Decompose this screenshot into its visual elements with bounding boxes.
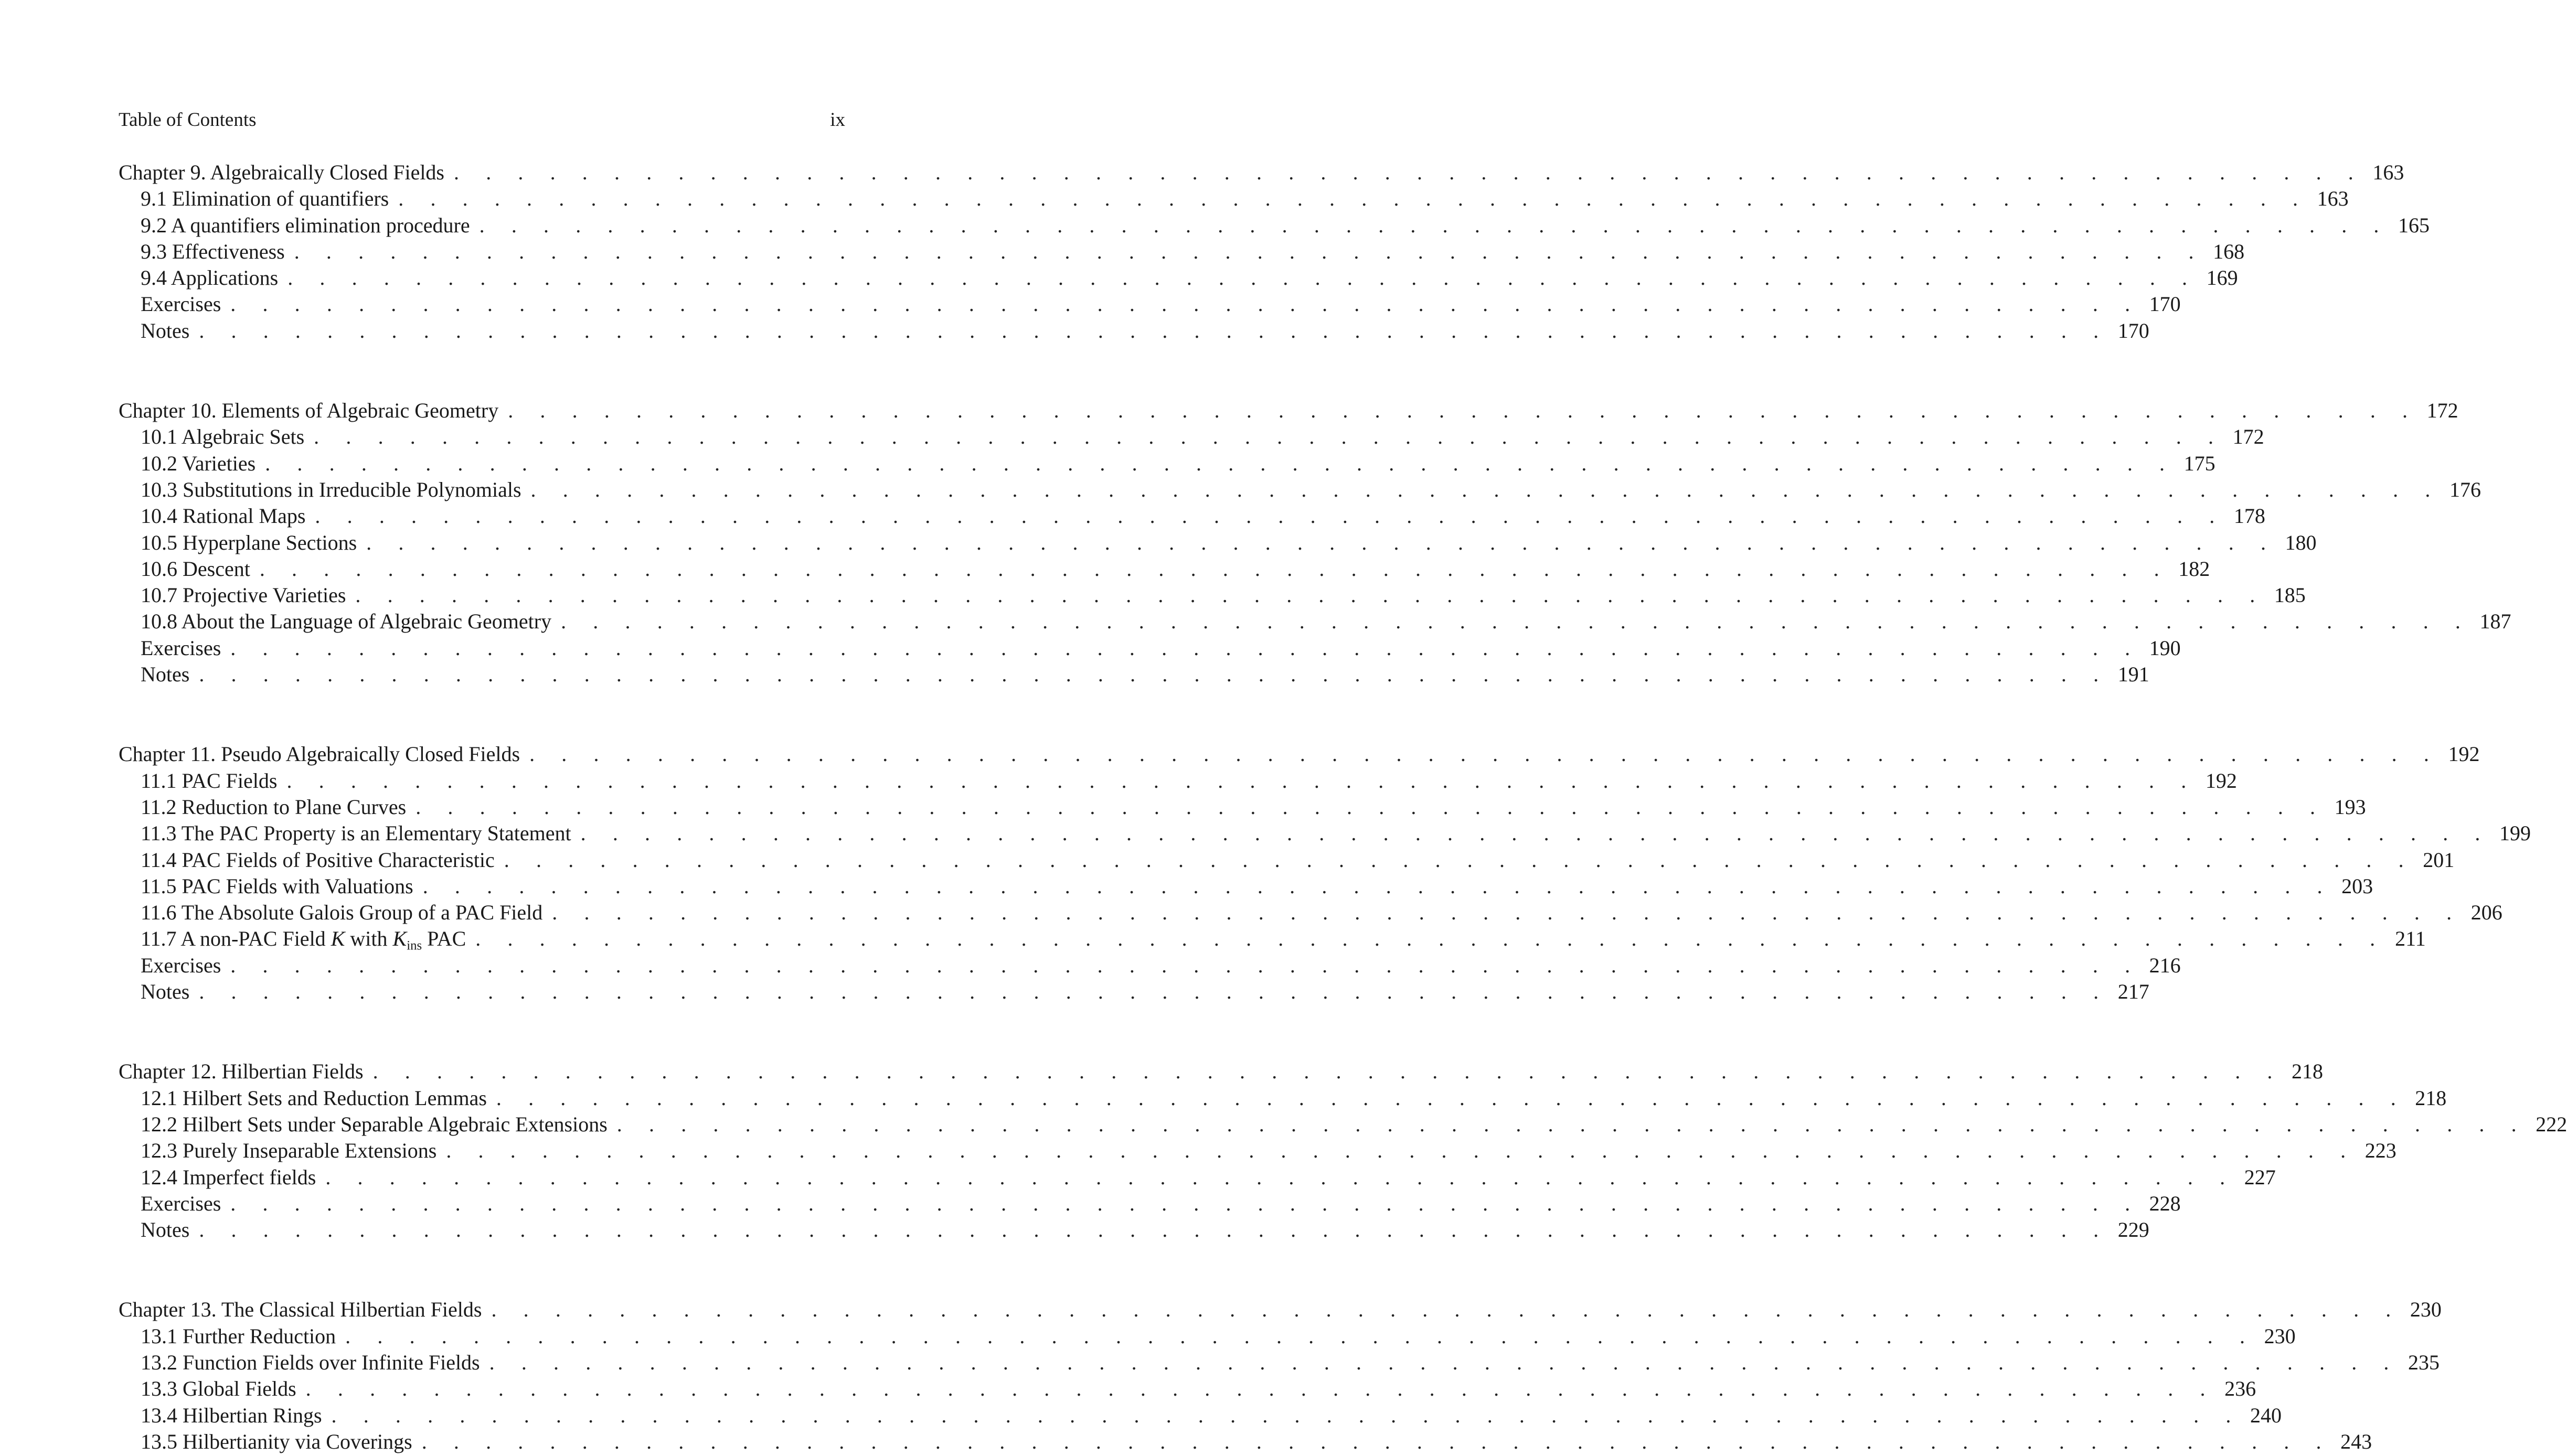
dot-leader: . . . . . . . . . . . . . . . . . . . . . . . . . . . . . . . . . . . . . . . . . . . . . . . . . . . . . . . . . . . . [199, 1218, 2110, 1242]
section-title: 10.1 Algebraic Sets [141, 425, 305, 449]
page-number: 169 [2206, 266, 2238, 290]
section-title: Exercises [141, 292, 221, 316]
section-title: 10.7 Projective Varieties [141, 583, 346, 607]
toc-section-entry[interactable] [119, 318, 2149, 344]
toc-section-entry[interactable] [119, 608, 2511, 635]
page-number: 243 [2340, 1429, 2372, 1453]
toc-section-entry[interactable] [119, 1323, 2296, 1350]
chapter-block [119, 1297, 2442, 1455]
table-of-contents [119, 159, 2567, 1455]
dot-leader: . . . . . . . . . . . . . . . . . . . . . . . . . . . . . . . . . . . . . . . . . . . . . . . . . . . . . . . . . . . . [355, 583, 2266, 607]
page-number: 175 [2183, 451, 2215, 475]
toc-section-entry[interactable] [119, 847, 2455, 873]
toc-section-entry[interactable] [119, 1217, 2149, 1243]
toc-page [119, 107, 2567, 1455]
toc-section-entry[interactable] [119, 1403, 2282, 1429]
toc-chapter-entry[interactable] [119, 741, 2480, 767]
dot-leader: . . . . . . . . . . . . . . . . . . . . . . . . . . . . . . . . . . . . . . . . . . . . . . . . . . . . . . . . . . . . [422, 874, 2334, 898]
section-title: 11.7 A non-PAC Field K with $K_{ins}$ PAC [141, 927, 466, 953]
dot-leader: . . . . . . . . . . . . . . . . . . . . . . . . . . . . . . . . . . . . . . . . . . . . . . . . . . . . . . . . . . . . [479, 213, 2390, 237]
dot-leader: . . . . . . . . . . . . . . . . . . . . . . . . . . . . . . . . . . . . . . . . . . . . . . . . . . . . . . . . . . . . [199, 662, 2110, 687]
section-title: 9.2 A quantifiers elimination procedure [141, 213, 470, 237]
running-head-title: Table of Contents [119, 109, 257, 131]
dot-leader: . . . . . . . . . . . . . . . . . . . . . . . . . . . . . . . . . . . . . . . . . . . . . . . . . . . . . . . . . . . . [552, 901, 2463, 925]
page-number: 176 [2449, 477, 2481, 501]
dot-leader: . . . . . . . . . . . . . . . . . . . . . . . . . . . . . . . . . . . . . . . . . . . . . . . . . . . . . . . . . . . . [496, 1086, 2407, 1110]
toc-section-entry[interactable] [119, 952, 2181, 979]
section-title: 11.6 The Absolute Galois Group of a PAC Field [141, 901, 543, 925]
page-number: 163 [2372, 160, 2404, 184]
section-title: 11.4 PAC Fields of Positive Characteristic [141, 848, 495, 872]
section-title: 10.8 About the Language of Algebraic Geometry [141, 609, 552, 634]
page-number: 178 [2233, 504, 2265, 528]
dot-leader: . . . . . . . . . . . . . . . . . . . . . . . . . . . . . . . . . . . . . . . . . . . . . . . . . . . . . . . . . . . . [530, 477, 2441, 501]
dot-leader: . . . . . . . . . . . . . . . . . . . . . . . . . . . . . . . . . . . . . . . . . . . . . . . . . . . . . . . . . . . . [259, 556, 2170, 581]
section-title: 13.3 Global Fields [141, 1377, 296, 1401]
dot-leader: . . . . . . . . . . . . . . . . . . . . . . . . . . . . . . . . . . . . . . . . . . . . . . . . . . . . . . . . . . . . [287, 266, 2198, 290]
page-number: 228 [2149, 1191, 2181, 1215]
toc-section-entry[interactable] [119, 1164, 2276, 1191]
page-number: 240 [2250, 1403, 2282, 1427]
dot-leader: . . . . . . . . . . . . . . . . . . . . . . . . . . . . . . . . . . . . . . . . . . . . . . . . . . . . . . . . . . . . [475, 927, 2386, 951]
toc-section-entry[interactable] [119, 503, 2265, 529]
toc-section-entry[interactable] [119, 979, 2149, 1005]
toc-section-entry[interactable] [119, 1191, 2181, 1217]
section-title: 9.3 Effectiveness [141, 239, 285, 263]
dot-leader: . . . . . . . . . . . . . . . . . . . . . . . . . . . . . . . . . . . . . . . . . . . . . . . . . . . . . . . . . . . . [580, 821, 2491, 845]
toc-section-entry[interactable] [119, 661, 2149, 688]
dot-leader: . . . . . . . . . . . . . . . . . . . . . . . . . . . . . . . . . . . . . . . . . . . . . . . . . . . . . . . . . . . . [561, 609, 2472, 634]
page-number: 172 [2426, 399, 2458, 423]
section-title: 12.3 Purely Inseparable Extensions [141, 1139, 437, 1163]
chapter-block [119, 159, 2430, 344]
dot-leader: . . . . . . . . . . . . . . . . . . . . . . . . . . . . . . . . . . . . . . . . . . . . . . . . . . . . . . . . . . . . [199, 318, 2110, 342]
dot-leader: . . . . . . . . . . . . . . . . . . . . . . . . . . . . . . . . . . . . . . . . . . . . . . . . . . . . . . . . . . . . [454, 160, 2364, 184]
section-title: 13.1 Further Reduction [141, 1324, 336, 1348]
toc-section-entry[interactable] [119, 1350, 2440, 1376]
dot-leader: . . . . . . . . . . . . . . . . . . . . . . . . . . . . . . . . . . . . . . . . . . . . . . . . . . . . . . . . . . . . [199, 980, 2110, 1004]
chapter-title: Chapter 11. Pseudo Algebraically Closed Fields [119, 742, 520, 766]
dot-leader: . . . . . . . . . . . . . . . . . . . . . . . . . . . . . . . . . . . . . . . . . . . . . . . . . . . . . . . . . . . . [529, 742, 2440, 766]
page-number: 211 [2395, 927, 2426, 951]
section-title: 9.1 Elimination of quantifiers [141, 187, 389, 211]
dot-leader: . . . . . . . . . . . . . . . . . . . . . . . . . . . . . . . . . . . . . . . . . . . . . . . . . . . . . . . . . . . . [616, 1112, 2528, 1136]
dot-leader: . . . . . . . . . . . . . . . . . . . . . . . . . . . . . . . . . . . . . . . . . . . . . . . . . . . . . . . . . . . . [508, 399, 2419, 423]
toc-section-entry[interactable] [119, 239, 2245, 265]
section-title: 12.4 Imperfect fields [141, 1165, 316, 1189]
toc-section-entry[interactable] [119, 900, 2502, 926]
page-number: 223 [2364, 1139, 2396, 1163]
page-number: 227 [2244, 1165, 2276, 1189]
section-title: Notes [141, 980, 190, 1004]
page-number: 170 [2117, 318, 2149, 342]
page-number: 191 [2117, 662, 2149, 687]
dot-leader: . . . . . . . . . . . . . . . . . . . . . . . . . . . . . . . . . . . . . . . . . . . . . . . . . . . . . . . . . . . . [366, 530, 2277, 554]
dot-leader: . . . . . . . . . . . . . . . . . . . . . . . . . . . . . . . . . . . . . . . . . . . . . . . . . . . . . . . . . . . . [305, 1377, 2217, 1401]
dot-leader: . . . . . . . . . . . . . . . . . . . . . . . . . . . . . . . . . . . . . . . . . . . . . . . . . . . . . . . . . . . . [230, 292, 2141, 316]
section-title: 10.5 Hyperplane Sections [141, 530, 357, 554]
chapter-title: Chapter 9. Algebraically Closed Fields [119, 160, 444, 184]
toc-section-entry[interactable] [119, 265, 2238, 291]
dot-leader: . . . . . . . . . . . . . . . . . . . . . . . . . . . . . . . . . . . . . . . . . . . . . . . . . . . . . . . . . . . . [446, 1139, 2357, 1163]
toc-section-entry[interactable] [119, 1429, 2372, 1455]
page-number: 235 [2408, 1350, 2440, 1374]
section-title: 13.2 Function Fields over Infinite Fields [141, 1350, 480, 1374]
dot-leader: . . . . . . . . . . . . . . . . . . . . . . . . . . . . . . . . . . . . . . . . . . . . . . . . . . . . . . . . . . . . [230, 636, 2141, 660]
section-title: Exercises [141, 953, 221, 977]
dot-leader: . . . . . . . . . . . . . . . . . . . . . . . . . . . . . . . . . . . . . . . . . . . . . . . . . . . . . . . . . . . . [331, 1403, 2242, 1427]
section-title: 9.4 Applications [141, 266, 279, 290]
dot-leader: . . . . . . . . . . . . . . . . . . . . . . . . . . . . . . . . . . . . . . . . . . . . . . . . . . . . . . . . . . . . [265, 451, 2176, 475]
dot-leader: . . . . . . . . . . . . . . . . . . . . . . . . . . . . . . . . . . . . . . . . . . . . . . . . . . . . . . . . . . . . [345, 1324, 2256, 1348]
page-number: 168 [2213, 239, 2245, 263]
toc-section-entry[interactable] [119, 635, 2181, 661]
section-title: Notes [141, 1218, 190, 1242]
chapter-block [119, 741, 2531, 1005]
dot-leader: . . . . . . . . . . . . . . . . . . . . . . . . . . . . . . . . . . . . . . . . . . . . . . . . . . . . . . . . . . . . [372, 1059, 2283, 1084]
page-number: 230 [2264, 1324, 2296, 1348]
section-title: 11.5 PAC Fields with Valuations [141, 874, 413, 898]
section-title: Notes [141, 318, 190, 342]
dot-leader: . . . . . . . . . . . . . . . . . . . . . . . . . . . . . . . . . . . . . . . . . . . . . . . . . . . . . . . . . . . . [325, 1165, 2236, 1189]
toc-section-entry[interactable] [119, 1111, 2567, 1138]
section-title: Exercises [141, 1191, 221, 1215]
page-number: 229 [2117, 1218, 2149, 1242]
toc-section-entry[interactable] [119, 1138, 2396, 1164]
dot-leader: . . . . . . . . . . . . . . . . . . . . . . . . . . . . . . . . . . . . . . . . . . . . . . . . . . . . . . . . . . . . [416, 795, 2326, 819]
section-title: 12.1 Hilbert Sets and Reduction Lemmas [141, 1086, 487, 1110]
toc-section-entry[interactable] [119, 794, 2366, 820]
dot-leader: . . . . . . . . . . . . . . . . . . . . . . . . . . . . . . . . . . . . . . . . . . . . . . . . . . . . . . . . . . . . [286, 768, 2197, 793]
running-head [119, 107, 845, 133]
section-title: 10.3 Substitutions in Irreducible Polynomials [141, 477, 521, 501]
dot-leader: . . . . . . . . . . . . . . . . . . . . . . . . . . . . . . . . . . . . . . . . . . . . . . . . . . . . . . . . . . . . [504, 848, 2415, 872]
section-title: 10.6 Descent [141, 556, 250, 581]
page-number: 165 [2398, 213, 2430, 237]
section-title: 10.2 Varieties [141, 451, 256, 475]
toc-section-entry[interactable] [119, 212, 2430, 239]
toc-section-entry[interactable] [119, 186, 2349, 212]
toc-section-entry[interactable] [119, 768, 2237, 794]
dot-leader: . . . . . . . . . . . . . . . . . . . . . . . . . . . . . . . . . . . . . . . . . . . . . . . . . . . . . . . . . . . . [421, 1429, 2332, 1453]
page-number: 170 [2149, 292, 2181, 316]
toc-chapter-entry[interactable] [119, 1058, 2323, 1085]
toc-chapter-entry[interactable] [119, 398, 2458, 424]
chapter-title: Chapter 13. The Classical Hilbertian Fields [119, 1298, 482, 1322]
page-number: 199 [2499, 821, 2531, 845]
section-title: 13.4 Hilbertian Rings [141, 1403, 322, 1427]
chapter-block [119, 398, 2511, 688]
section-title: Notes [141, 662, 190, 687]
chapter-block [119, 1058, 2567, 1243]
page-number: 230 [2410, 1298, 2442, 1322]
toc-section-entry[interactable] [119, 424, 2264, 450]
page-number: 182 [2178, 556, 2210, 581]
page-number: 217 [2117, 980, 2149, 1004]
dot-leader: . . . . . . . . . . . . . . . . . . . . . . . . . . . . . . . . . . . . . . . . . . . . . . . . . . . . . . . . . . . . [230, 953, 2141, 977]
toc-chapter-entry[interactable] [119, 159, 2404, 186]
page-number: 216 [2149, 953, 2181, 977]
chapter-title: Chapter 12. Hilbertian Fields [119, 1059, 364, 1084]
dot-leader: . . . . . . . . . . . . . . . . . . . . . . . . . . . . . . . . . . . . . . . . . . . . . . . . . . . . . . . . . . . . [294, 239, 2205, 263]
dot-leader: . . . . . . . . . . . . . . . . . . . . . . . . . . . . . . . . . . . . . . . . . . . . . . . . . . . . . . . . . . . . [398, 187, 2309, 211]
page-number: 192 [2448, 742, 2480, 766]
dot-leader: . . . . . . . . . . . . . . . . . . . . . . . . . . . . . . . . . . . . . . . . . . . . . . . . . . . . . . . . . . . . [230, 1191, 2141, 1215]
toc-section-entry[interactable] [119, 556, 2210, 582]
page-number: 222 [2536, 1112, 2567, 1136]
page-number: 163 [2317, 187, 2349, 211]
page-number: 192 [2205, 768, 2237, 793]
page-number: 172 [2232, 425, 2264, 449]
page-number: 201 [2423, 848, 2455, 872]
dot-leader: . . . . . . . . . . . . . . . . . . . . . . . . . . . . . . . . . . . . . . . . . . . . . . . . . . . . . . . . . . . . [314, 425, 2224, 449]
section-title: 13.5 Hilbertianity via Coverings [141, 1429, 412, 1453]
toc-section-entry[interactable] [119, 291, 2181, 317]
toc-section-entry[interactable] [119, 582, 2306, 608]
chapter-title: Chapter 10. Elements of Algebraic Geometry [119, 399, 499, 423]
dot-leader: . . . . . . . . . . . . . . . . . . . . . . . . . . . . . . . . . . . . . . . . . . . . . . . . . . . . . . . . . . . . [491, 1298, 2402, 1322]
running-head-page-number: ix [830, 109, 845, 131]
toc-section-entry[interactable] [119, 477, 2481, 503]
toc-section-entry[interactable] [119, 926, 2426, 953]
toc-section-entry[interactable] [119, 873, 2373, 900]
section-title: 11.2 Reduction to Plane Curves [141, 795, 407, 819]
dot-leader: . . . . . . . . . . . . . . . . . . . . . . . . . . . . . . . . . . . . . . . . . . . . . . . . . . . . . . . . . . . . [489, 1350, 2400, 1374]
page-number: 218 [2292, 1059, 2323, 1084]
section-title: 10.4 Rational Maps [141, 504, 306, 528]
dot-leader: . . . . . . . . . . . . . . . . . . . . . . . . . . . . . . . . . . . . . . . . . . . . . . . . . . . . . . . . . . . . [315, 504, 2225, 528]
toc-section-entry[interactable] [119, 530, 2317, 556]
section-title: 11.3 The PAC Property is an Elementary Statement [141, 821, 571, 845]
toc-section-entry[interactable] [119, 820, 2531, 847]
toc-section-entry[interactable] [119, 451, 2215, 477]
page-number: 218 [2415, 1086, 2447, 1110]
section-title: 12.2 Hilbert Sets under Separable Algebraic Extensions [141, 1112, 608, 1136]
section-title: 11.1 PAC Fields [141, 768, 278, 793]
section-title: Exercises [141, 636, 221, 660]
toc-section-entry[interactable] [119, 1085, 2447, 1111]
toc-section-entry[interactable] [119, 1376, 2256, 1402]
page-number: 236 [2224, 1377, 2256, 1401]
page-number: 193 [2334, 795, 2366, 819]
page-number: 190 [2149, 636, 2181, 660]
page-number: 187 [2479, 609, 2511, 634]
page-number: 203 [2341, 874, 2373, 898]
page-number: 185 [2274, 583, 2306, 607]
page-number: 206 [2470, 901, 2502, 925]
page-number: 180 [2285, 530, 2317, 554]
toc-chapter-entry[interactable] [119, 1297, 2442, 1323]
